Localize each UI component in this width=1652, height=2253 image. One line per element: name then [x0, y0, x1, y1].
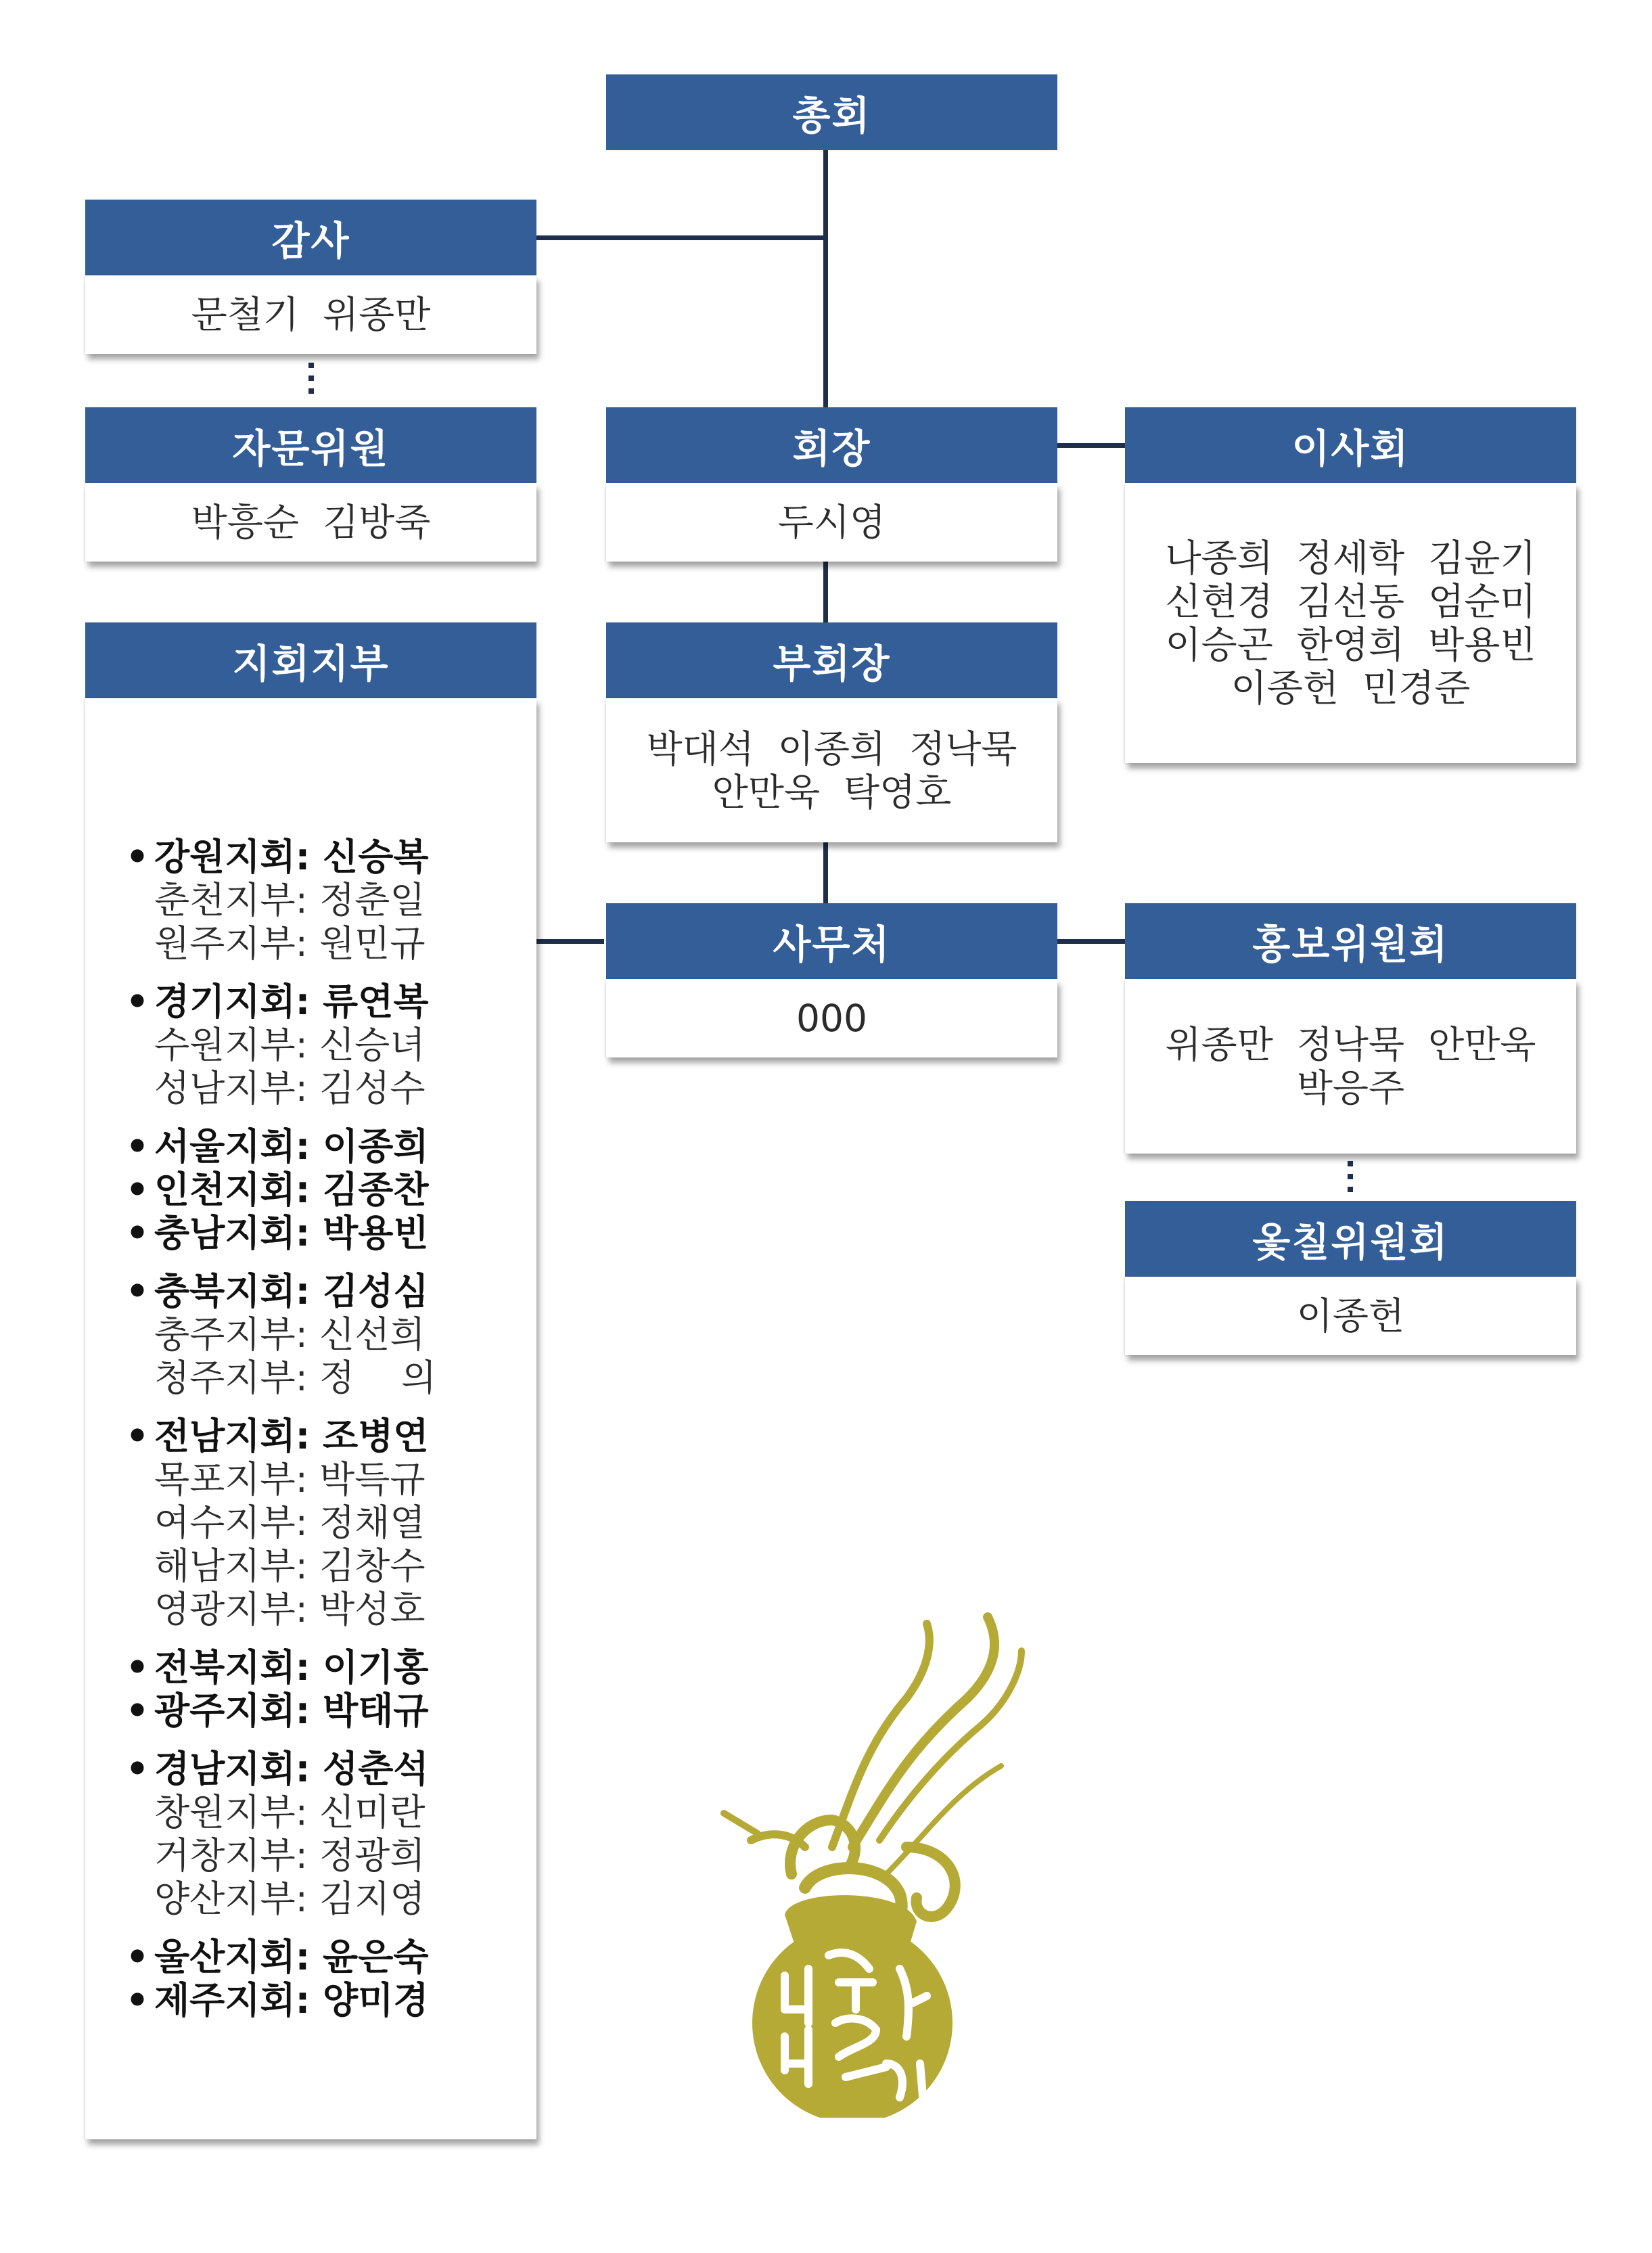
- lacquer-committee-line: 이종헌: [1296, 1294, 1405, 1338]
- pr-committee-members: [1125, 979, 1576, 1154]
- branch-main: [120, 1646, 533, 1689]
- branch-sub: 영광지부: 박성호: [154, 1588, 426, 1631]
- president-members: [606, 483, 1057, 562]
- general-assembly-header: 총회: [606, 74, 1057, 150]
- dotted-connector-auditors-advisors: [308, 363, 314, 401]
- branch-main-label: 전남지회: 조병연: [154, 1415, 429, 1457]
- branch-group: [125, 1689, 533, 1733]
- secretariat-members: [606, 979, 1057, 1057]
- connector-board: [1057, 443, 1125, 448]
- advisors-members: [85, 483, 536, 562]
- bullet-icon: •: [125, 1936, 150, 1978]
- bullet-icon: •: [125, 1979, 150, 2022]
- branch-group: [125, 1748, 533, 1921]
- branch-group: [125, 1125, 533, 1168]
- bullet-icon: •: [125, 1125, 150, 1168]
- branch-main-label: 충북지회: 김성심: [154, 1270, 429, 1313]
- branches-header: 지회지부: [85, 622, 536, 698]
- advisors-line: 박흥순 김방죽: [191, 501, 431, 544]
- branch-group: [125, 1212, 533, 1255]
- branch-main: [120, 1270, 533, 1313]
- branch-main: [120, 1748, 533, 1791]
- bullet-icon: •: [125, 836, 150, 878]
- connector-assembly-president: [823, 149, 828, 409]
- branch-main: [120, 1979, 533, 2022]
- branch-sub: 목포지부: 박득규: [154, 1458, 426, 1501]
- advisors-header: 자문위원: [85, 407, 536, 483]
- president-line: 두시영: [777, 501, 886, 544]
- branch-main-label: 제주지회: 양미경: [154, 1979, 429, 2022]
- branch-sub: 춘천지부: 정춘일: [154, 879, 426, 921]
- vice-president-line: 박대석 이종희 정낙묵: [646, 727, 1017, 771]
- board-line: 이승곤 한영희 박용빈: [1165, 623, 1536, 666]
- board-line: 이종헌 민경준: [1231, 666, 1471, 710]
- phoenix-emblem-icon: [683, 1590, 1035, 2118]
- bullet-icon: •: [125, 1748, 150, 1790]
- board-members: [1125, 483, 1576, 763]
- branches-list: [125, 836, 533, 2037]
- branch-sub: 충주지부: 신선희: [154, 1313, 426, 1356]
- pr-committee-line: 박응주: [1296, 1066, 1405, 1110]
- branch-sub: 여수지부: 정채열: [154, 1501, 426, 1544]
- branch-sub: 해남지부: 김창수: [154, 1545, 426, 1587]
- branch-sub: 원주지부: 원민규: [154, 922, 426, 965]
- branch-main-label: 강원지회: 신승복: [154, 836, 429, 878]
- lacquer-committee-header: 옻칠위원회: [1125, 1201, 1576, 1277]
- branch-main-label: 경기지회: 류연복: [154, 980, 429, 1023]
- connector-pr: [1057, 939, 1125, 944]
- branch-sub: 창원지부: 신미란: [154, 1791, 426, 1834]
- president-header: 회장: [606, 407, 1057, 483]
- branch-main: [120, 836, 533, 879]
- auditors-members: [85, 275, 536, 354]
- auditors-line: 문철기 위종만: [191, 293, 431, 336]
- connector-auditors: [536, 235, 826, 240]
- branch-group: [125, 1168, 533, 1212]
- connector-president-vice: [823, 562, 828, 622]
- branch-group: [125, 980, 533, 1110]
- board-line: 신현경 김선동 엄순미: [1165, 580, 1536, 623]
- secretariat-line: 000: [796, 997, 867, 1040]
- branch-group: [125, 1415, 533, 1631]
- bullet-icon: •: [125, 1415, 150, 1457]
- branch-group: [125, 1646, 533, 1689]
- branch-main: [120, 1125, 533, 1168]
- board-line: 나종희 정세학 김윤기: [1165, 537, 1536, 580]
- bullet-icon: •: [125, 1168, 150, 1211]
- branch-group: [125, 836, 533, 965]
- branch-main: [120, 1936, 533, 1979]
- secretariat-header: 사무처: [606, 903, 1057, 979]
- branch-sub: 거창지부: 정광희: [154, 1834, 426, 1877]
- bullet-icon: •: [125, 1646, 150, 1689]
- branch-sub: 성남지부: 김성수: [154, 1067, 426, 1110]
- branch-sub: 청주지부: 정 의: [154, 1357, 437, 1399]
- branch-sub: 수원지부: 신승녀: [154, 1024, 426, 1066]
- bullet-icon: •: [125, 1212, 150, 1254]
- branch-main-label: 경남지회: 성춘석: [154, 1748, 429, 1790]
- vice-president-line: 안만욱 탁영호: [712, 770, 952, 814]
- branch-main-label: 전북지회: 이기홍: [154, 1646, 429, 1689]
- connector-vice-secretariat: [823, 842, 828, 903]
- auditors-header: 감사: [85, 200, 536, 275]
- branch-main: [120, 980, 533, 1024]
- connector-branches: [536, 939, 604, 944]
- board-header: 이사회: [1125, 407, 1576, 483]
- vice-president-members: [606, 698, 1057, 842]
- branch-main-label: 충남지회: 박용빈: [154, 1212, 429, 1254]
- branch-main: [120, 1689, 533, 1733]
- branch-group: [125, 1979, 533, 2022]
- branch-main: [120, 1168, 533, 1212]
- branch-main-label: 울산지회: 윤은숙: [154, 1936, 429, 1978]
- pr-committee-header: 홍보위원회: [1125, 903, 1576, 979]
- bullet-icon: •: [125, 980, 150, 1023]
- branch-main-label: 인천지회: 김종찬: [154, 1168, 429, 1211]
- branch-group: [125, 1936, 533, 1979]
- branch-main-label: 광주지회: 박태규: [154, 1689, 429, 1732]
- vice-president-header: 부회장: [606, 622, 1057, 698]
- branch-sub: 양산지부: 김지영: [154, 1878, 426, 1920]
- pr-committee-line: 위종만 정낙묵 안만욱: [1165, 1023, 1536, 1066]
- branch-main: [120, 1212, 533, 1255]
- bullet-icon: •: [125, 1270, 150, 1313]
- branch-main-label: 서울지회: 이종희: [154, 1125, 429, 1168]
- branch-main: [120, 1415, 533, 1458]
- branch-group: [125, 1270, 533, 1400]
- dotted-connector-pr-lacquer: [1348, 1161, 1353, 1200]
- lacquer-committee-members: [1125, 1277, 1576, 1355]
- bullet-icon: •: [125, 1689, 150, 1732]
